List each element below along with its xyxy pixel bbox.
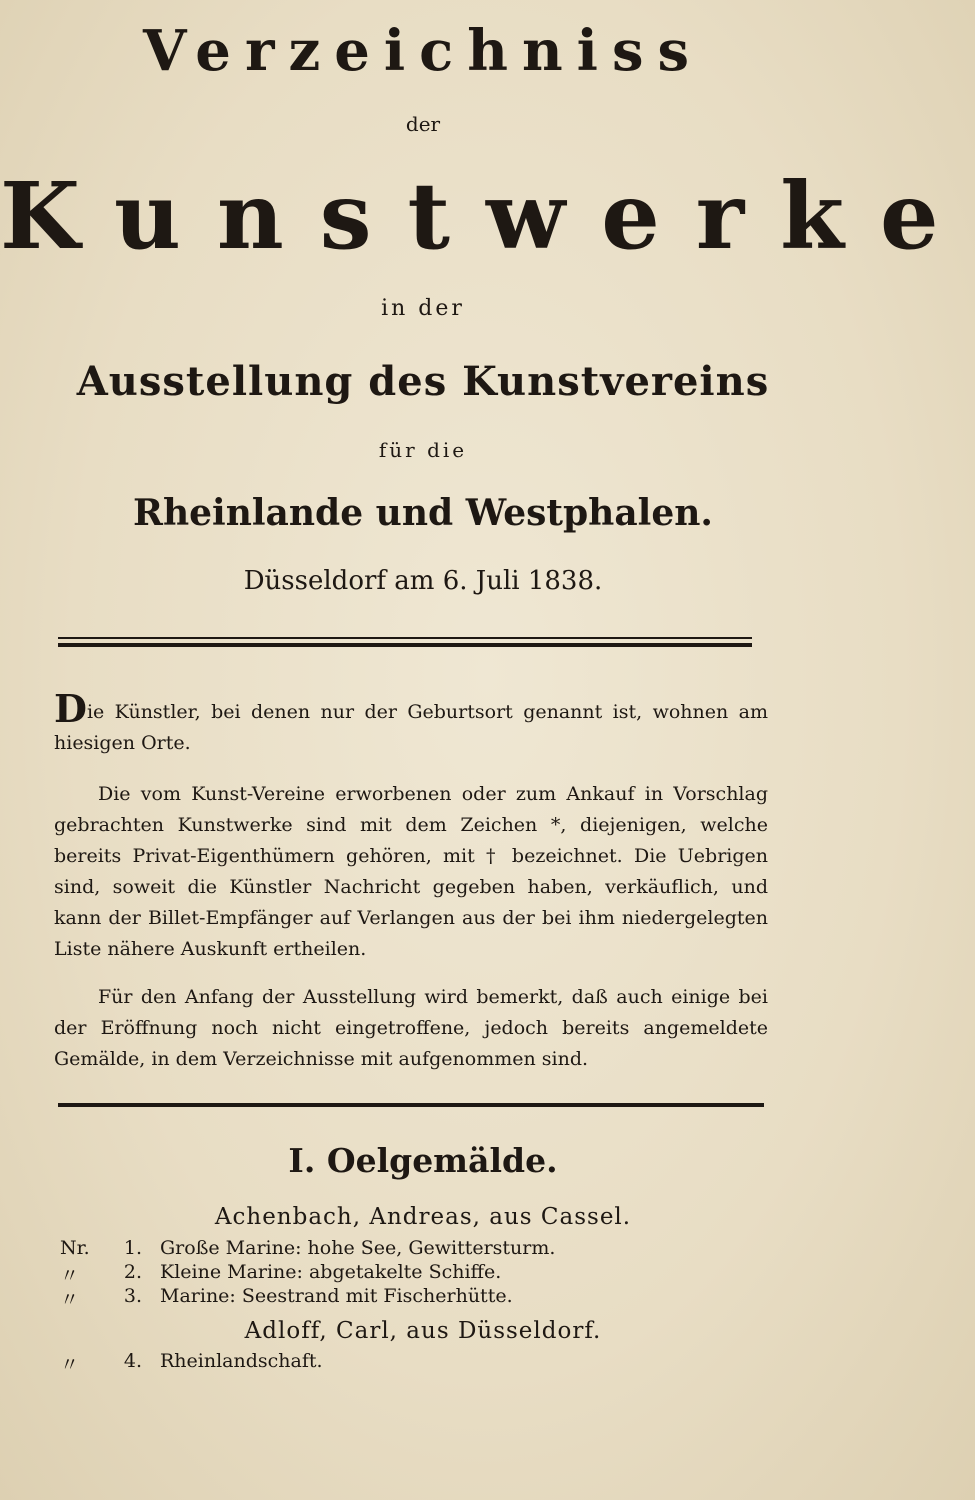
entry-prefix: Nr. <box>60 1237 90 1259</box>
title-verzeichniss: Verzeichniss <box>143 18 703 84</box>
catalogue-entry <box>0 1350 846 1376</box>
entry-number: 1. <box>123 1237 142 1259</box>
title-fuer-die: für die <box>378 438 468 462</box>
entry-prefix: 〃 <box>60 1354 80 1376</box>
title-der: der <box>405 112 441 136</box>
double-rule-thin <box>58 637 752 639</box>
entry-title: Marine: Seestrand mit Fischerhütte. <box>160 1285 513 1307</box>
entry-number: 3. <box>123 1285 142 1307</box>
catalogue-entry <box>0 1285 846 1311</box>
title-region: Rheinlande und Westphalen. <box>133 492 713 534</box>
entry-title: Große Marine: hohe See, Gewittersturm. <box>160 1237 556 1259</box>
title-place-date: Düsseldorf am 6. Juli 1838. <box>243 566 603 596</box>
catalogue-entry <box>0 1237 846 1263</box>
artist-heading: Adloff, Carl, aus Düsseldorf. <box>244 1318 602 1344</box>
double-rule-thick <box>58 643 752 647</box>
drop-cap: D <box>54 686 87 731</box>
title-ausstellung: Ausstellung des Kunstvereins <box>76 358 770 405</box>
section-heading: I. Oelgemälde. <box>288 1141 558 1180</box>
intro-paragraph-1 <box>54 686 768 759</box>
intro-paragraph-2: Die vom Kunst-Vereine erworbenen oder zum Ankauf in Vorschlag gebrachten Kunstwerke sind mit dem Zeichen *, diejenigen, welche bereits Privat-Eigenthümern gehören, mit † bezeichnet. Die Uebrigen sind, soweit die Künstler Nachricht gegeben haben, verkäuflich, und kann der Billet-Empfänger auf Verlangen aus der bei ihm niedergelegten Liste nähere Auskunft ertheilen. <box>54 783 768 960</box>
entry-title: Rheinlandschaft. <box>160 1350 323 1372</box>
entry-prefix: 〃 <box>60 1265 80 1287</box>
entry-title: Kleine Marine: abgetakelte Schiffe. <box>160 1261 502 1283</box>
section-rule <box>58 1103 764 1107</box>
entry-number: 2. <box>123 1261 142 1283</box>
entry-number: 4. <box>123 1350 142 1372</box>
intro-paragraph-1-text: ie Künstler, bei denen nur der Geburtsort genannt ist, wohnen am hiesigen Orte. <box>54 701 768 754</box>
catalogue-entry <box>0 1261 846 1287</box>
title-in-der: in der <box>381 296 465 321</box>
artist-heading: Achenbach, Andreas, aus Cassel. <box>214 1204 632 1230</box>
intro-paragraph-3: Für den Anfang der Ausstellung wird bemerkt, daß auch einige bei der Eröffnung noch nicht eingetroffene, jedoch bereits angemeldete Gemälde, in dem Verzeichnisse mit aufgenommen sind. <box>54 986 768 1070</box>
entry-prefix: 〃 <box>60 1289 80 1311</box>
title-kunstwerke: Kunstwerke <box>0 162 975 270</box>
